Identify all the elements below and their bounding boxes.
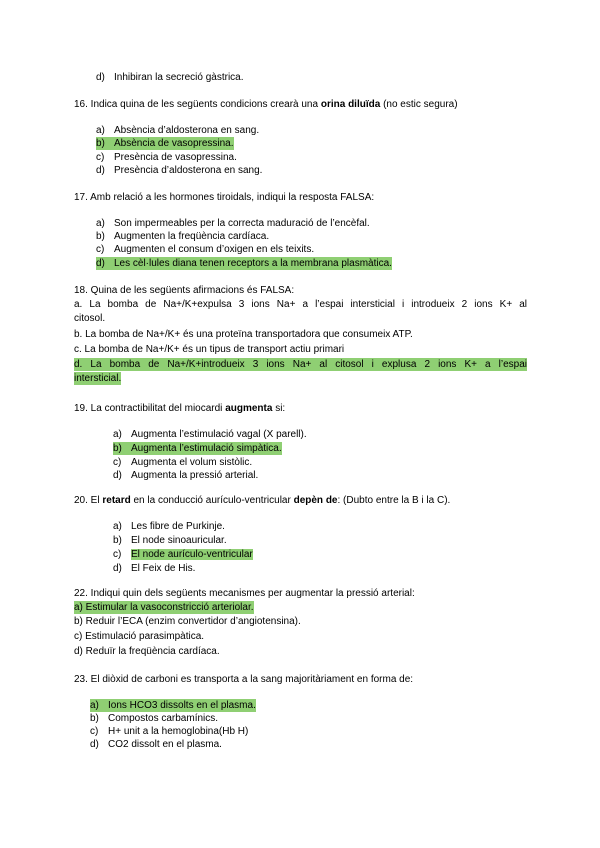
option-text: Presència d’aldosterona en sang. xyxy=(114,165,263,176)
q22-option-a: a) Estimular la vasoconstricció arteriolar. xyxy=(74,602,254,613)
option-text: Augmenta l’estimulació simpàtica. xyxy=(131,443,282,454)
q20-option-b xyxy=(113,534,227,547)
option-marker: c) xyxy=(113,457,122,468)
option-marker: a) xyxy=(113,521,122,532)
q18-option-d-line1: d. La bomba de Na+/K+introdueix 3 ions Na+ al citosol i explusa 2 ions K+ a l’espai xyxy=(74,359,527,370)
q18-option-b: b. La bomba de Na+/K+ és una proteïna transportadora que consumeix ATP. xyxy=(74,329,413,340)
question-text: 16. Indica quina de les següents condicions crearà una xyxy=(74,99,321,110)
q17-option-d xyxy=(96,257,392,270)
q16-option-c xyxy=(96,151,237,164)
q22-option-d: d) Reduïr la freqüència cardíaca. xyxy=(74,646,220,657)
option-text: Absència d’aldosterona en sang. xyxy=(114,125,260,136)
option-marker: a) xyxy=(113,429,122,440)
question-bold: retard xyxy=(102,495,131,506)
q17-question: 17. Amb relació a les hormones tiroidals, indiqui la resposta FALSA: xyxy=(74,192,375,203)
option-text: Les fibre de Purkinje. xyxy=(131,521,225,532)
q16-option-a xyxy=(96,124,259,137)
q19-question xyxy=(74,402,285,415)
option-text: Augmenta l’estimulació vagal (X parell). xyxy=(131,429,307,440)
q23-option-b xyxy=(90,712,218,725)
option-marker: a) xyxy=(96,218,105,229)
option-marker: d) xyxy=(113,563,122,574)
q20-question xyxy=(74,494,450,507)
option-marker: b) xyxy=(90,713,99,724)
option-text: CO2 dissolt en el plasma. xyxy=(108,739,222,750)
option-text: Son impermeables per la correcta maduració de l’encèfal. xyxy=(114,218,370,229)
question-text: 19. La contractibilitat del miocardi xyxy=(74,403,226,414)
q22-option-b: b) Reduir l’ECA (enzim convertidor d’angiotensina). xyxy=(74,616,301,627)
option-text: H+ unit a la hemoglobina(Hb H) xyxy=(108,726,249,737)
option-text: El node sinoauricular. xyxy=(131,535,227,546)
q19-option-c xyxy=(113,456,252,469)
question-text-suffix: si: xyxy=(272,403,286,414)
option-text: Ions HCO3 dissolts en el plasma. xyxy=(108,700,256,711)
q20-option-d xyxy=(113,562,195,575)
option-text: Absència de vasopressina. xyxy=(114,138,234,149)
q22-option-c: c) Estimulació parasimpàtica. xyxy=(74,631,205,642)
q18-question: 18. Quina de les següents afirmacions és FALSA: xyxy=(74,285,295,296)
q16-question xyxy=(74,98,458,111)
option-text: Augmenten el consum d’oxigen en els teixits. xyxy=(114,244,315,255)
option-text: Augmenten la freqüència cardíaca. xyxy=(114,231,270,242)
option-marker: b) xyxy=(113,535,122,546)
option-marker: c) xyxy=(113,549,122,560)
q18-option-a-line1: a. La bomba de Na+/K+expulsa 3 ions Na+ a l’espai intersticial i introdueix 2 ions K+ al xyxy=(74,299,527,310)
q18-option-d-line2: intersticial. xyxy=(74,373,122,384)
option-marker: c) xyxy=(90,726,99,737)
q17-option-c xyxy=(96,243,314,256)
question-bold: augmenta xyxy=(225,403,273,414)
option-marker: d) xyxy=(96,165,105,176)
q23-question: 23. El diòxid de carboni es transporta a la sang majoritàriament en forma de: xyxy=(74,674,414,685)
option-text: Augmenta el volum sistòlic. xyxy=(131,457,253,468)
q15-option-d xyxy=(96,71,244,84)
q19-option-d xyxy=(113,469,258,482)
question-text: 20. El xyxy=(74,495,103,506)
question-bold: orina diluïda xyxy=(320,99,381,110)
option-text: Inhibiran la secreció gàstrica. xyxy=(114,72,244,83)
q17-option-a xyxy=(96,217,370,230)
q19-option-b xyxy=(113,442,282,455)
option-text: Compostos carbamínics. xyxy=(108,713,219,724)
option-marker: c) xyxy=(96,152,105,163)
option-marker: a) xyxy=(96,125,105,136)
q17-option-b xyxy=(96,230,269,243)
q23-option-c xyxy=(90,725,248,738)
option-marker: d) xyxy=(96,72,105,83)
option-text: Les cèl·lules diana tenen receptors a la membrana plasmàtica. xyxy=(114,258,392,269)
q20-option-c xyxy=(113,548,253,561)
option-text: El Feix de His. xyxy=(131,563,196,574)
option-marker: d) xyxy=(96,258,105,269)
option-marker: b) xyxy=(113,443,122,454)
question-text-suffix: : (Dubto entre la B i la C). xyxy=(337,495,451,506)
option-text: El node aurículo-ventricular xyxy=(131,549,253,560)
option-text: Augmenta la pressió arterial. xyxy=(131,470,259,481)
q23-option-a xyxy=(90,699,256,712)
q18-option-c: c. La bomba de Na+/K+ és un tipus de transport actiu primari xyxy=(74,344,345,355)
question-text-suffix: (no estic segura) xyxy=(380,99,458,110)
q23-option-d xyxy=(90,738,222,751)
option-marker: c) xyxy=(96,244,105,255)
option-marker: b) xyxy=(96,138,105,149)
q19-option-a xyxy=(113,428,307,441)
q22-question: 22. Indiqui quin dels següents mecanismes per augmentar la pressió arterial: xyxy=(74,588,415,599)
option-marker: d) xyxy=(90,739,99,750)
q16-option-b xyxy=(96,137,234,150)
q18-option-a-line2: citosol. xyxy=(74,313,106,324)
q20-option-a xyxy=(113,520,225,533)
option-marker: d) xyxy=(113,470,122,481)
option-marker: b) xyxy=(96,231,105,242)
question-bold: depèn de xyxy=(293,495,338,506)
option-marker: a) xyxy=(90,700,99,711)
option-text: Presència de vasopressina. xyxy=(114,152,237,163)
question-text: en la conducció aurículo-ventricular xyxy=(130,495,294,506)
q16-option-d xyxy=(96,164,262,177)
